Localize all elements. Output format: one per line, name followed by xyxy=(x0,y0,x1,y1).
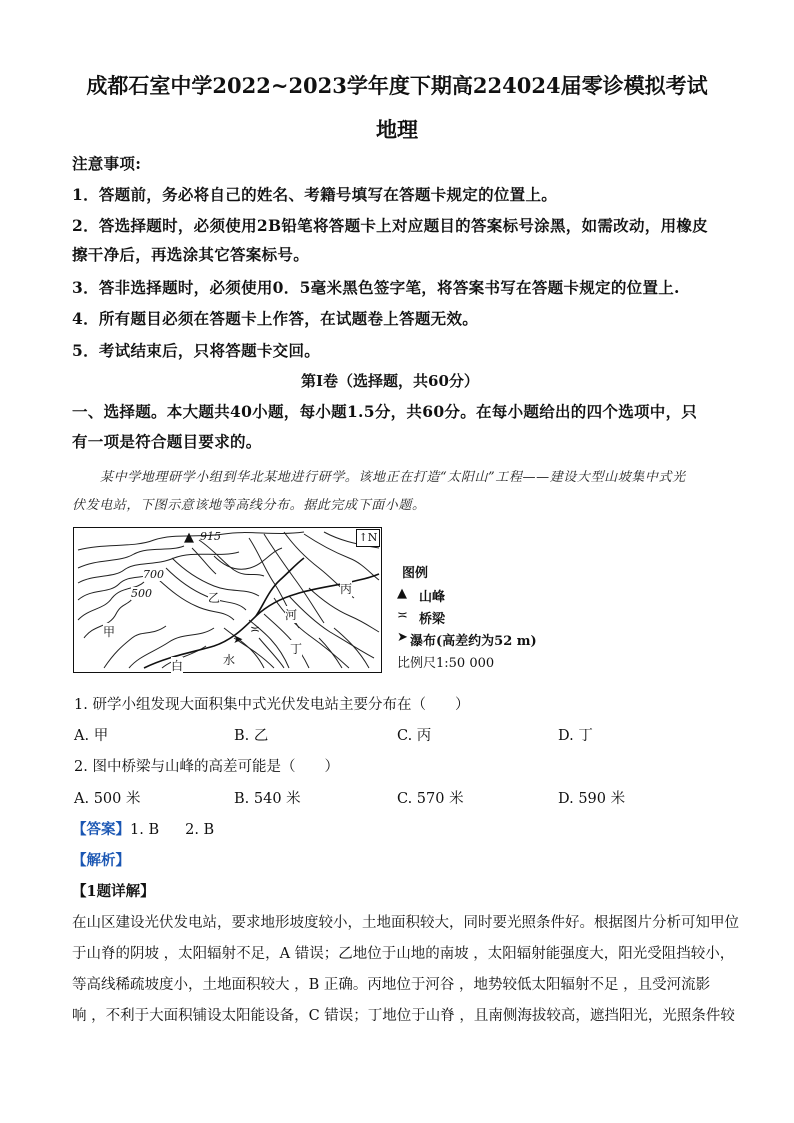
exam-title: 成都石室中学2022~2023学年度下期高224024届零诊模拟考试 xyxy=(86,73,708,98)
notes-item-2b: 擦干净后，再选涂其它答案标号。 xyxy=(72,245,310,264)
analysis-line-2: 于山脊的阴坡 ，太阳辐射不足，A 错误；乙地位于山地的南坡 ，太阳辐射能强度大，阳光受阻挡较小， xyxy=(72,946,735,962)
analysis-line-1: 在山区建设光伏发电站，要求地形坡度较小，土地面积较大，同时要光照条件好。根据图片分析可知甲位 xyxy=(72,915,739,931)
question-2-option-c: C. 570 米 xyxy=(397,791,464,807)
river-label-he: 河 xyxy=(285,608,298,622)
notes-item-5: 5．考试结束后，只将答题卡交回。 xyxy=(72,341,321,360)
place-bing: 丙 xyxy=(340,582,353,596)
north-label: N xyxy=(367,531,378,544)
question-1-stem: 1. 研学小组发现大面积集中式光伏发电站主要分布在（ ） xyxy=(74,697,470,713)
section-intro-a: 一、选择题。本大题共40小题，每小题1.5分，共60分。在每小题给出的四个选项中，只 xyxy=(72,402,698,421)
place-jia: 甲 xyxy=(103,625,116,639)
question-2-option-d: D. 590 米 xyxy=(558,791,626,807)
answer-1: 1. B xyxy=(130,822,160,838)
question-2-option-a: A. 500 米 xyxy=(74,791,141,807)
contour-map xyxy=(73,527,382,673)
question-1-option-d: D. 丁 xyxy=(558,728,593,744)
notes-heading: 注意事项: xyxy=(72,154,142,173)
notes-item-4: 4．所有题目必须在答题卡上作答，在试题卷上答题无效。 xyxy=(72,309,479,328)
contour-label-700: 700 xyxy=(143,568,164,581)
place-ding: 丁 xyxy=(290,642,303,656)
answer-line xyxy=(72,818,214,839)
question-1-option-b: B. 乙 xyxy=(234,728,269,744)
river-label-shui: 水 xyxy=(223,653,236,667)
passage-line-2: 伏发电站，下图示意该地等高线分布。据此完成下面小题。 xyxy=(72,498,426,513)
notes-item-3: 3．答非选择题时，必须使用0．5毫米黑色签字笔，将答案书写在答题卡规定的位置上. xyxy=(72,278,680,297)
legend-peak-label: 山峰 xyxy=(419,590,446,605)
analysis-tag: 【解析】 xyxy=(72,852,130,869)
answer-2: 2. B xyxy=(185,822,215,838)
analysis-detail-tag: 【1题详解】 xyxy=(72,883,155,900)
notes-item-2a: 2．答选择题时，必须使用2B铅笔将答题卡上对应题目的答案标号涂黑，如需改动，用橡皮 xyxy=(72,216,708,235)
place-yi: 乙 xyxy=(208,591,221,605)
notes-item-1: 1．答题前，务必将自己的姓名、考籍号填写在答题卡规定的位置上。 xyxy=(72,185,558,204)
contour-lines xyxy=(74,528,380,671)
peak-elevation-label: 915 xyxy=(200,530,221,543)
contour-label-500: 500 xyxy=(131,587,152,600)
question-2-stem: 2. 图中桥梁与山峰的高差可能是（ ） xyxy=(74,759,339,775)
legend-title: 图例 xyxy=(402,566,429,581)
legend-bridge-icon: ≍ xyxy=(397,608,408,623)
passage-line-1: 某中学地理研学小组到华北某地进行研学。该地正在打造“太阳山”工程——建设大型山坡集中式光 xyxy=(100,470,686,485)
subject-title: 地理 xyxy=(376,117,418,142)
analysis-line-3: 等高线稀疏坡度小，土地面积较大 ，B 正确。丙地位于河谷 ，地势较低太阳辐射不足 ，且受河流影 xyxy=(72,977,711,993)
north-arrow-icon: ↑N xyxy=(356,529,380,547)
legend-peak-icon: ▲ xyxy=(397,586,407,601)
legend-waterfall-label: 瀑布(高差约为52 m) xyxy=(410,634,537,649)
question-1-option-c: C. 丙 xyxy=(397,728,432,744)
answer-tag: 【答案】 xyxy=(72,821,130,838)
question-1-option-a: A. 甲 xyxy=(74,728,109,744)
analysis-line-4: 响 ，不利于大面积铺设太阳能设备，C 错误；丁地位于山脊 ，且南侧海拔较高，遮挡阳光，光照条件较 xyxy=(72,1008,735,1024)
waterfall-icon: ➤ xyxy=(233,632,244,646)
legend-waterfall-icon: ➤ xyxy=(397,630,408,645)
bridge-icon: ≍ xyxy=(250,622,261,636)
peak-marker-icon: ▲ xyxy=(184,530,194,545)
question-2-option-b: B. 540 米 xyxy=(234,791,301,807)
legend-bridge-label: 桥梁 xyxy=(419,612,446,627)
section-title: 第Ⅰ卷（选择题，共60分） xyxy=(301,372,479,390)
river-label-bai: 白 xyxy=(171,659,184,673)
section-intro-b: 有一项是符合题目要求的。 xyxy=(72,432,262,451)
legend-scale-label: 比例尺1:50 000 xyxy=(397,656,495,671)
